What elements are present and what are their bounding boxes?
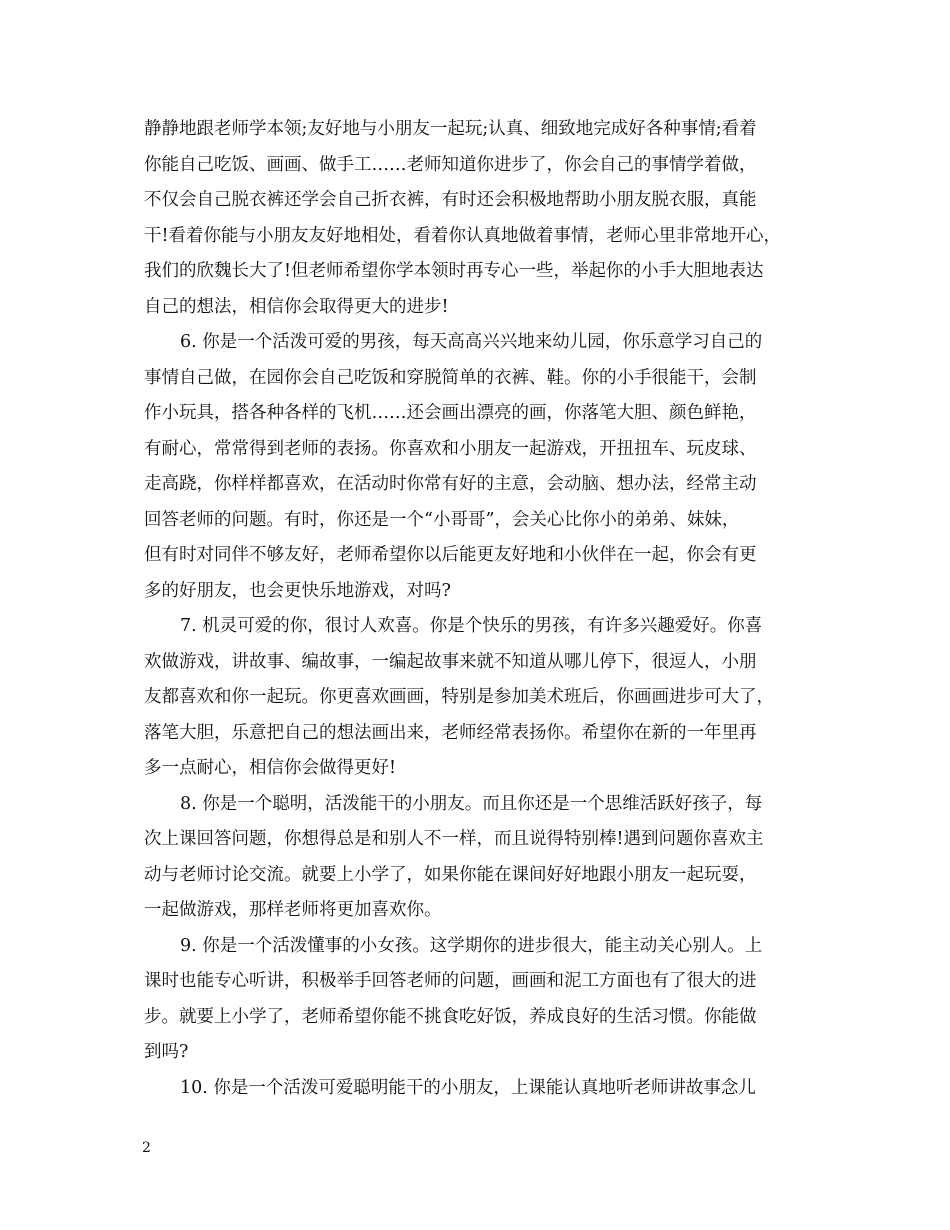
text-line: 10. 你是一个活泼可爱聪明能干的小朋友，上课能认真地听老师讲故事念儿 (180, 1077, 756, 1098)
page-number: 2 (142, 1140, 151, 1156)
text-line: 你能自己吃饭、画画、做手工……老师知道你进步了，你会自己的事情学着做， (144, 154, 757, 175)
text-line: 干!看着你能与小朋友友好地相处，看着你认真地做着事情，老师心里非常地开心， (144, 225, 782, 246)
text-line: 有耐心，常常得到老师的表扬。你喜欢和小朋友一起游戏，开扭扭车、玩皮球、 (144, 438, 757, 459)
text-line: 落笔大胆，乐意把自己的想法画出来，老师经常表扬你。希望你在新的一年里再 (144, 722, 757, 743)
text-line: 次上课回答问题，你想得总是和别人不一样，而且说得特别棒!遇到问题你喜欢主 (144, 829, 764, 849)
text-line: 7. 机灵可爱的你，很讨人欢喜。你是个快乐的男孩，有许多兴趣爱好。你喜 (180, 616, 763, 636)
text-line: 到吗? (144, 1042, 189, 1062)
text-line: 静静地跟老师学本领;友好地与小朋友一起玩;认真、细致地完成好各种事情;看着 (144, 119, 757, 139)
text-line: 9. 你是一个活泼懂事的小女孩。这学期你的进步很大，能主动关心别人。上 (180, 935, 763, 956)
text-line: 动与老师讨论交流。就要上小学了，如果你能在课间好好地跟小朋友一起玩耍， (144, 864, 757, 885)
text-line: 8. 你是一个聪明，活泼能干的小朋友。而且你还是一个思维活跃好孩子，每 (180, 793, 763, 814)
text-line: 多一点耐心，相信你会做得更好! (144, 758, 397, 778)
text-line: 6. 你是一个活泼可爱的男孩，每天高高兴兴地来幼儿园，你乐意学习自己的 (180, 332, 763, 352)
text-line: 我们的欣魏长大了!但老师希望你学本领时再专心一些，举起你的小手大胆地表达 (144, 261, 764, 281)
text-line: 回答老师的问题。有时，你还是一个“小哥哥”，会关心比你小的弟弟、妹妹， (144, 509, 740, 530)
text-line: 自己的想法，相信你会取得更大的进步! (144, 296, 449, 317)
text-line: 不仅会自己脱衣裤还学会自己折衣裤，有时还会积极地帮助小朋友脱衣服，真能 (144, 190, 757, 210)
text-line: 友都喜欢和你一起玩。你更喜欢画画，特别是参加美术班后，你画画进步可大了， (144, 687, 774, 707)
text-line: 走高跷，你样样都喜欢，在活动时你常有好的主意，会动脑、想办法，经常主动 (144, 474, 757, 494)
text-line: 但有时对同伴不够友好，老师希望你以后能更友好地和小伙伴在一起，你会有更 (144, 545, 757, 565)
text-line: 一起做游戏，那样老师将更加喜欢你。 (144, 900, 442, 920)
text-line: 多的好朋友，也会更快乐地游戏，对吗? (144, 580, 451, 601)
text-line: 事情自己做，在园你会自己吃饭和穿脱简单的衣裤、鞋。你的小手很能干，会制 (144, 367, 757, 388)
text-line: 步。就要上小学了，老师希望你能不挑食吃好饭，养成良好的生活习惯。你能做 (144, 1006, 757, 1027)
document-body (144, 112, 824, 1106)
text-line: 作小玩具，搭各种各样的飞机……还会画出漂亮的画，你落笔大胆、颜色鲜艳， (144, 403, 757, 423)
text-line: 欢做游戏，讲故事、编故事，一编起故事来就不知道从哪儿停下，很逗人，小朋 (144, 651, 757, 672)
text-line: 课时也能专心听讲，积极举手回答老师的问题，画画和泥工方面也有了很大的进 (144, 971, 757, 991)
